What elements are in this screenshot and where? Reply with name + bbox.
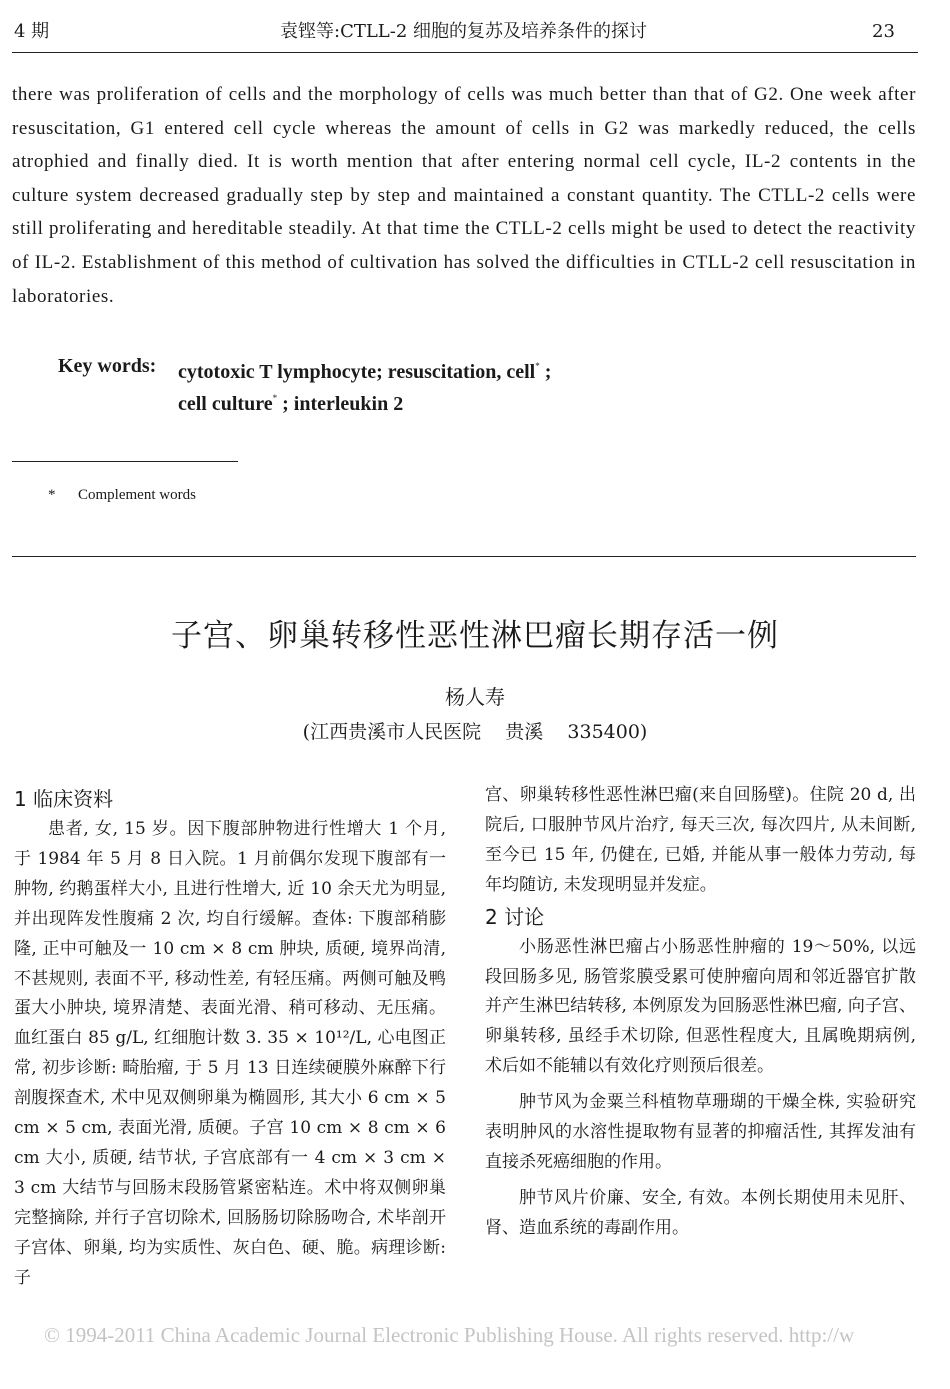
footnote-text: Complement words <box>78 487 196 503</box>
right-column <box>485 781 916 1244</box>
header-rule <box>12 52 918 53</box>
article-affiliation: (江西贵溪市人民医院 贵溪 335400) <box>302 721 648 743</box>
keyword-separator: ; <box>544 361 552 383</box>
abstract-text: there was proliferation of cells and the morphology of cells was much better than that of G2. One week after resuscitation, G1 entered cell cycle whereas the amount of cells in G2 was markedly reduced, the cells atrophied and finally died. It is worth mention that after entering normal cell cycle, IL-2 contents in the culture system decreased gradually step by step and maintained a constant quantity. The CTLL-2 cells were still proliferating and hereditable steadily. At that time the CTLL-2 cells might be used to detect the reactivity of IL-2. Establishment of this method of cultivation has solved the difficulties in CTLL-2 cell resuscitation in laboratories. <box>12 84 916 307</box>
article-title: 子宫、卵巢转移性恶性淋巴瘤长期存活一例 <box>171 618 779 654</box>
footnote <box>48 484 196 506</box>
paragraph: 小肠恶性淋巴瘤占小肠恶性肿瘤的 19～50%, 以远段回肠多见, 肠管浆膜受累可使肿瘤向周和邻近器官扩散并产生淋巴结转移, 本例原发为回肠恶性淋巴瘤, 向子宫、卵巢转移, 虽经手术切除, 但恶性程度大, 且属晚期病例, 术后如不能辅以有效化疗则预后很差。 <box>485 936 916 1077</box>
keyword: cell culture <box>178 393 273 415</box>
copyright-watermark: © 1994-2011 China Academic Journal Electronic Publishing House. All rights reserved. http://w <box>44 1323 855 1347</box>
article-author: 杨人寿 <box>445 685 505 709</box>
section-heading: 2 讨论 <box>485 904 545 929</box>
paragraph: 患者, 女, 15 岁。因下腹部肿物进行性增大 1 个月, 于 1984 年 5 月 8 日入院。1 月前偶尔发现下腹部有一肿物, 约鹅蛋样大小, 且进行性增大, 近 10 余天尤为明显, 并出现阵发性腹痛 2 次, 均自行缓解。查体: 下腹部稍膨隆, 正中可触及一 10 cm × 8 cm 肿块, 质硬, 境界尚清, 不甚规则, 表面不平, 移动性差, 有轻压痛。两侧可触及鸭蛋大小肿块, 境界清楚、表面光滑、稍可移动、无压痛。血红蛋白 85 g/L, 红细胞计数 3. 35 × 10¹²/L, 心电图正常, 初步诊断: 畸胎瘤, 于 5 月 13 日连续硬膜外麻醉下行剖腹探查术, 术中见双侧卵巢为椭圆形, 其大小 6 cm × 5 cm × 5 cm, 表面光滑, 质硬。子宫 10 cm × 8 cm × 6 cm 大小, 质硬, 结节状, 子宫底部有一 4 cm × 3 cm × 3 cm 大结节与回肠末段肠管紧密粘连。术中将双侧卵巢完整摘除, 并行子宫切除术, 回肠肠切除肠吻合, 术毕剖开子宫体、卵巢, 均为实质性、灰白色、硬、脆。病理诊断: 子 <box>14 819 446 1288</box>
page-number: 23 <box>872 21 895 42</box>
issue-number: 4 期 <box>14 21 50 42</box>
running-title: 袁铿等:CTLL-2 细胞的复苏及培养条件的探讨 <box>280 21 648 42</box>
left-column <box>14 783 446 1294</box>
english-abstract <box>12 78 916 313</box>
keyword: cytotoxic T lymphocyte; <box>178 361 383 383</box>
keywords-label: Key words: <box>58 355 157 377</box>
footnote-rule <box>12 461 238 462</box>
keyword: resuscitation, cell <box>387 361 536 383</box>
keyword-star: * <box>535 361 540 371</box>
section-divider <box>12 556 916 557</box>
keywords-line-2 <box>178 382 403 420</box>
keyword-star: * <box>272 393 278 403</box>
section-heading: 1 临床资料 <box>14 787 114 811</box>
keyword-separator: ; <box>282 393 289 415</box>
paragraph: 肿节风为金粟兰科植物草珊瑚的干燥全株, 实验研究表明肿风的水溶性提取物有显著的抑瘤活性, 其挥发油有直接杀死癌细胞的作用。 <box>485 1092 916 1172</box>
paragraph: 肿节风片价廉、安全, 有效。本例长期使用未见肝、肾、造血系统的毒副作用。 <box>485 1187 916 1238</box>
paragraph: 宫、卵巢转移性恶性淋巴瘤(来自回肠壁)。住院 20 d, 出院后, 口服肿节风片治疗, 每天三次, 每次四片, 从未间断, 至今已 15 年, 仍健在, 已婚, 并能从事一般体力劳动, 每年均随访, 未发现明显并发症。 <box>485 785 916 895</box>
footnote-mark: * <box>48 487 56 503</box>
keyword: interleukin 2 <box>293 393 404 415</box>
